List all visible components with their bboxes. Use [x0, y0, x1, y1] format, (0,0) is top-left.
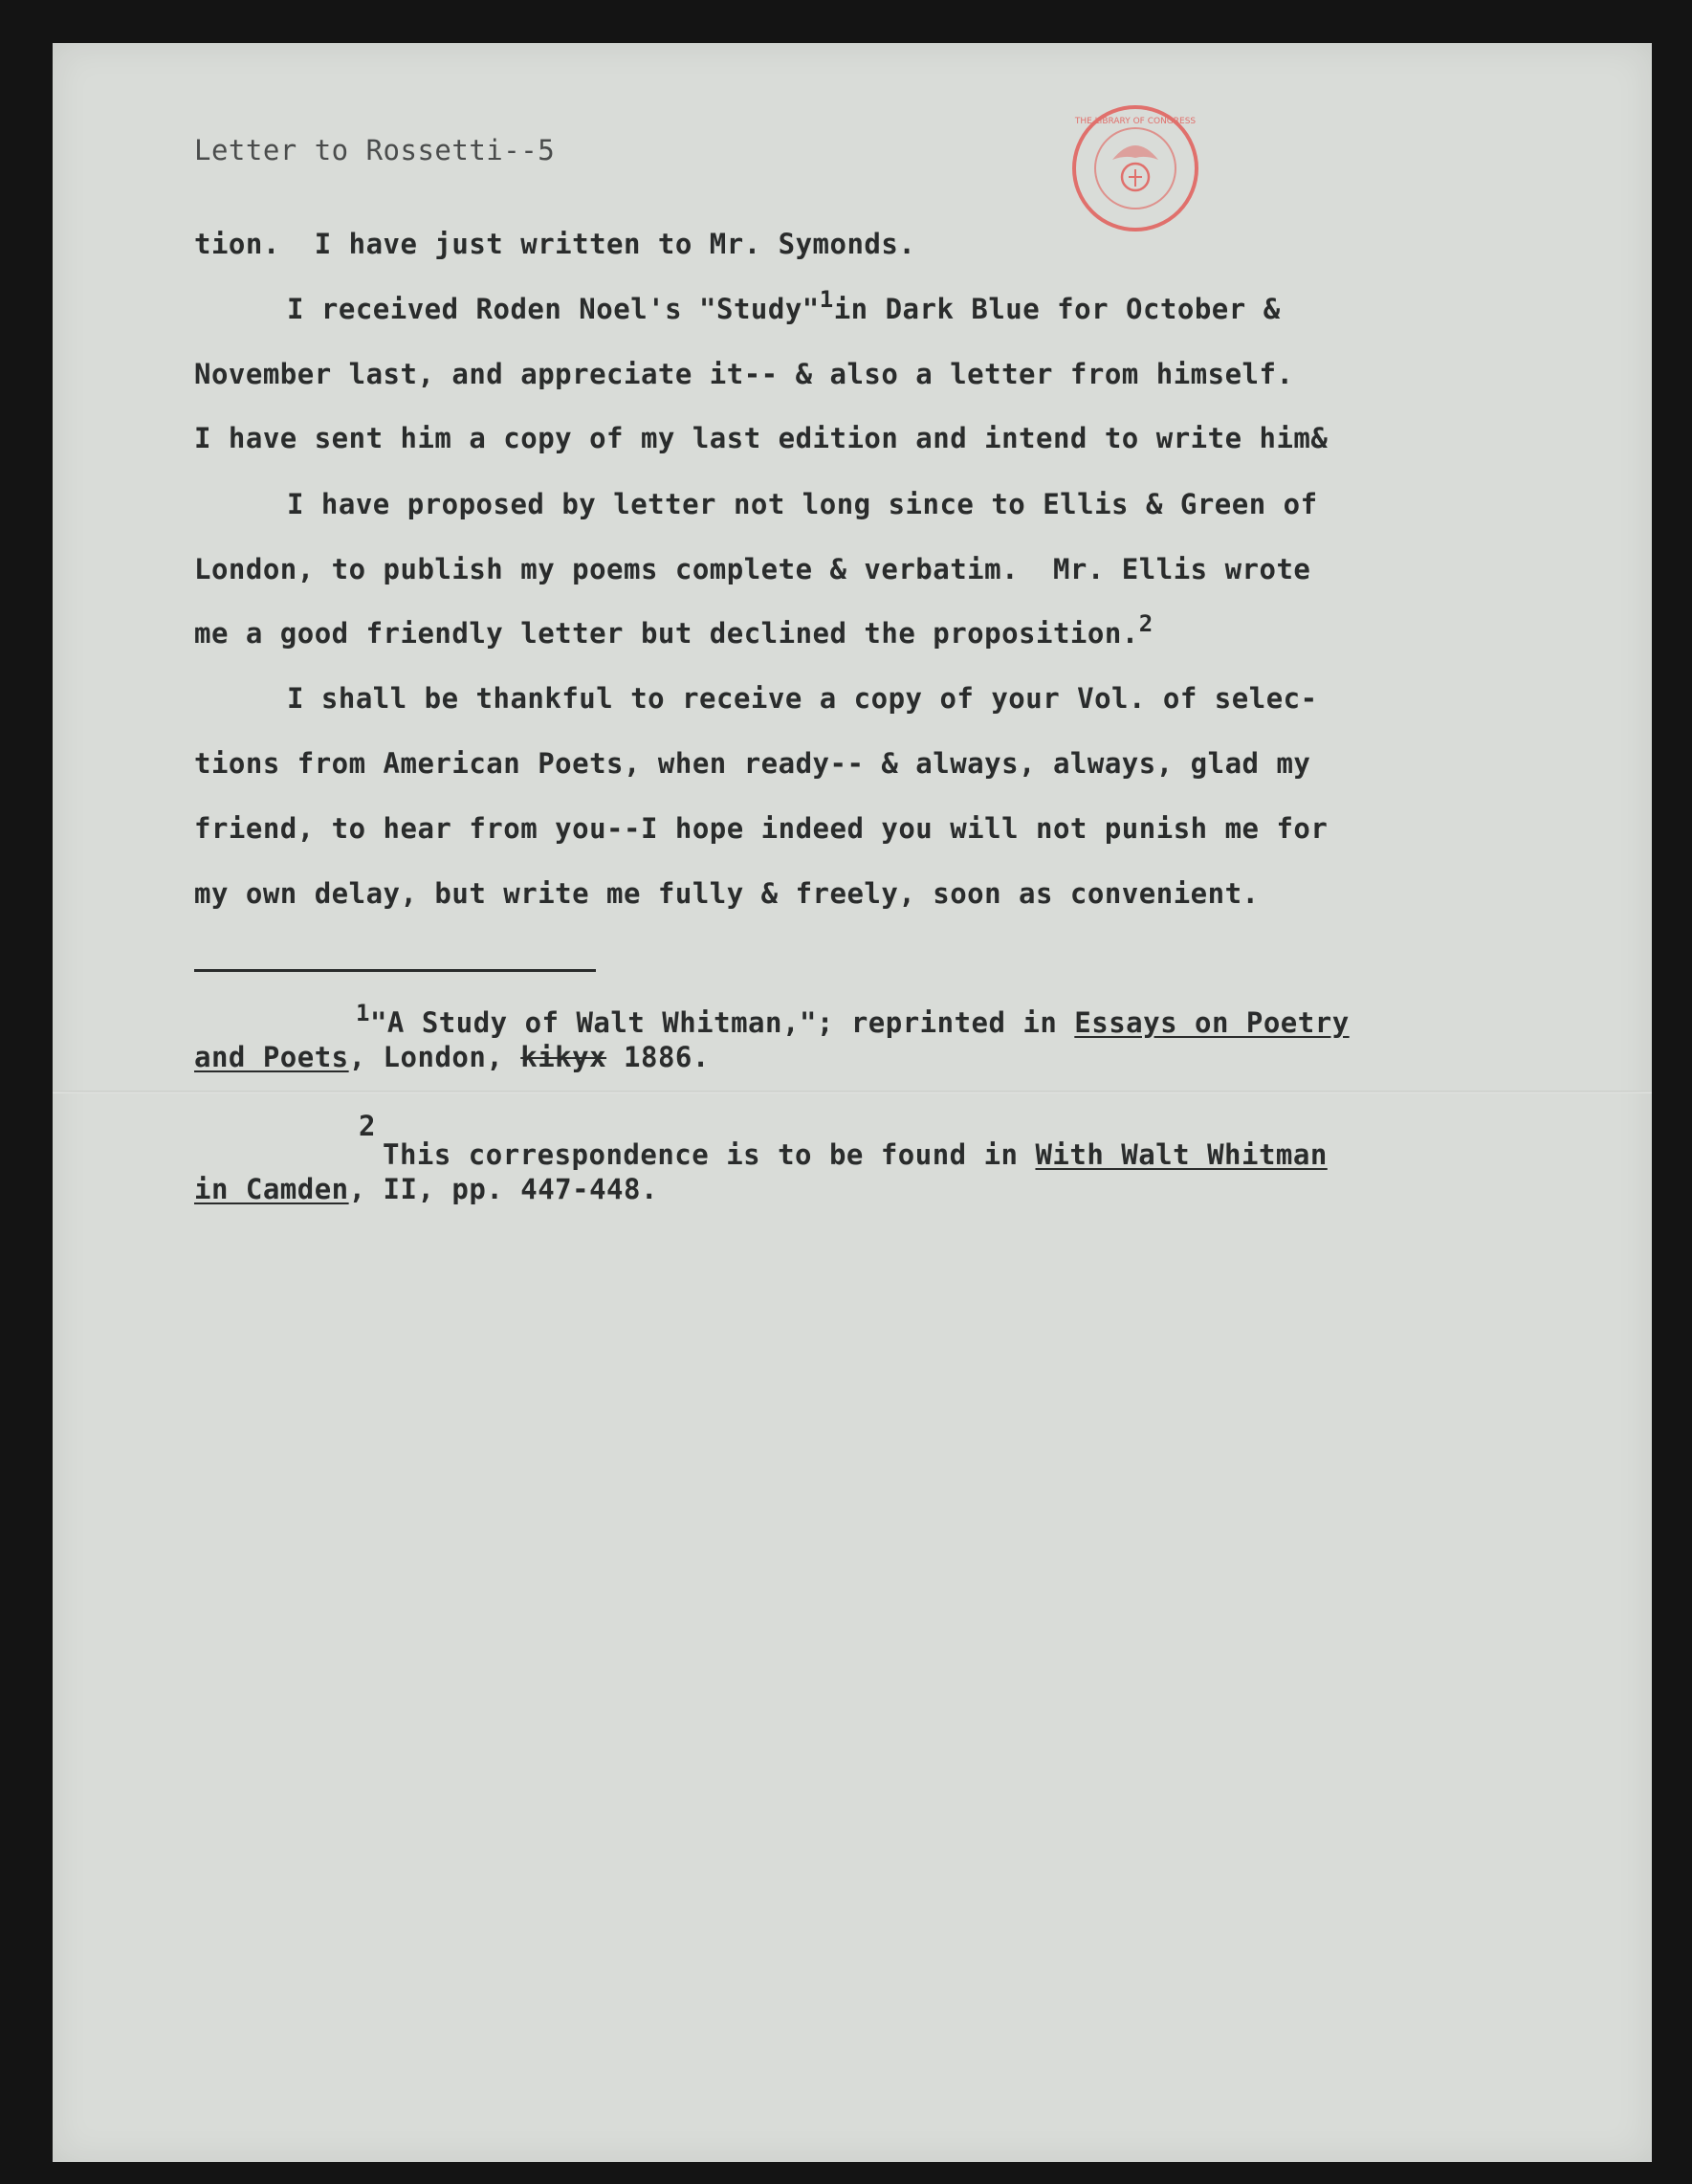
body-line-3: November last, and appreciate it-- & also a letter from himself.	[194, 358, 1294, 390]
body-line-5: I have proposed by letter not long since to Ellis & Green of	[287, 488, 1318, 520]
body-line-9: tions from American Poets, when ready-- & always, always, glad my	[194, 747, 1311, 780]
body-line-10: friend, to hear from you--I hope indeed you will not punish me for	[194, 812, 1329, 845]
body-line-11: my own delay, but write me fully & freely, soon as convenient.	[194, 877, 1260, 910]
footnote-2-line-1: This correspondence is to be found in With Walt Whitman	[383, 1138, 1328, 1171]
footnote-1-line-2: and Poets, London, kikyx 1886.	[194, 1041, 710, 1073]
footnote-mark-2: 2	[1138, 610, 1154, 637]
footnote-2-mark: 2	[359, 1110, 376, 1142]
footnote-separator	[194, 969, 596, 972]
paper-fold	[53, 1091, 1652, 1093]
body-line-4: I have sent him a copy of my last edition and intend to write him&	[194, 422, 1329, 454]
page-header: Letter to Rossetti--5	[194, 134, 556, 166]
body-line-2: I received Roden Noel's "Study"$^1$in Dark Blue for October &	[287, 286, 1281, 325]
body-line-1: tion. I have just written to Mr. Symonds.	[194, 228, 916, 260]
body-line-8: I shall be thankful to receive a copy of your Vol. of selec-	[287, 682, 1318, 715]
footnote-2-line-2: in Camden, II, pp. 447-448.	[194, 1173, 658, 1205]
library-of-congress-stamp	[1069, 102, 1201, 234]
footnote-1-line-1: $^1$"A Study of Walt Whitman,"; reprinted in Essays on Poetry	[356, 1000, 1350, 1039]
body-line-7: me a good friendly letter but declined the proposition.$^2$	[194, 610, 1154, 650]
stamp-text: THE LIBRARY OF CONGRESS	[1074, 117, 1197, 126]
body-line-6: London, to publish my poems complete & verbatim. Mr. Ellis wrote	[194, 553, 1311, 585]
footnote-mark-1: 1	[819, 286, 834, 313]
struck-text: kikyx	[520, 1041, 607, 1073]
